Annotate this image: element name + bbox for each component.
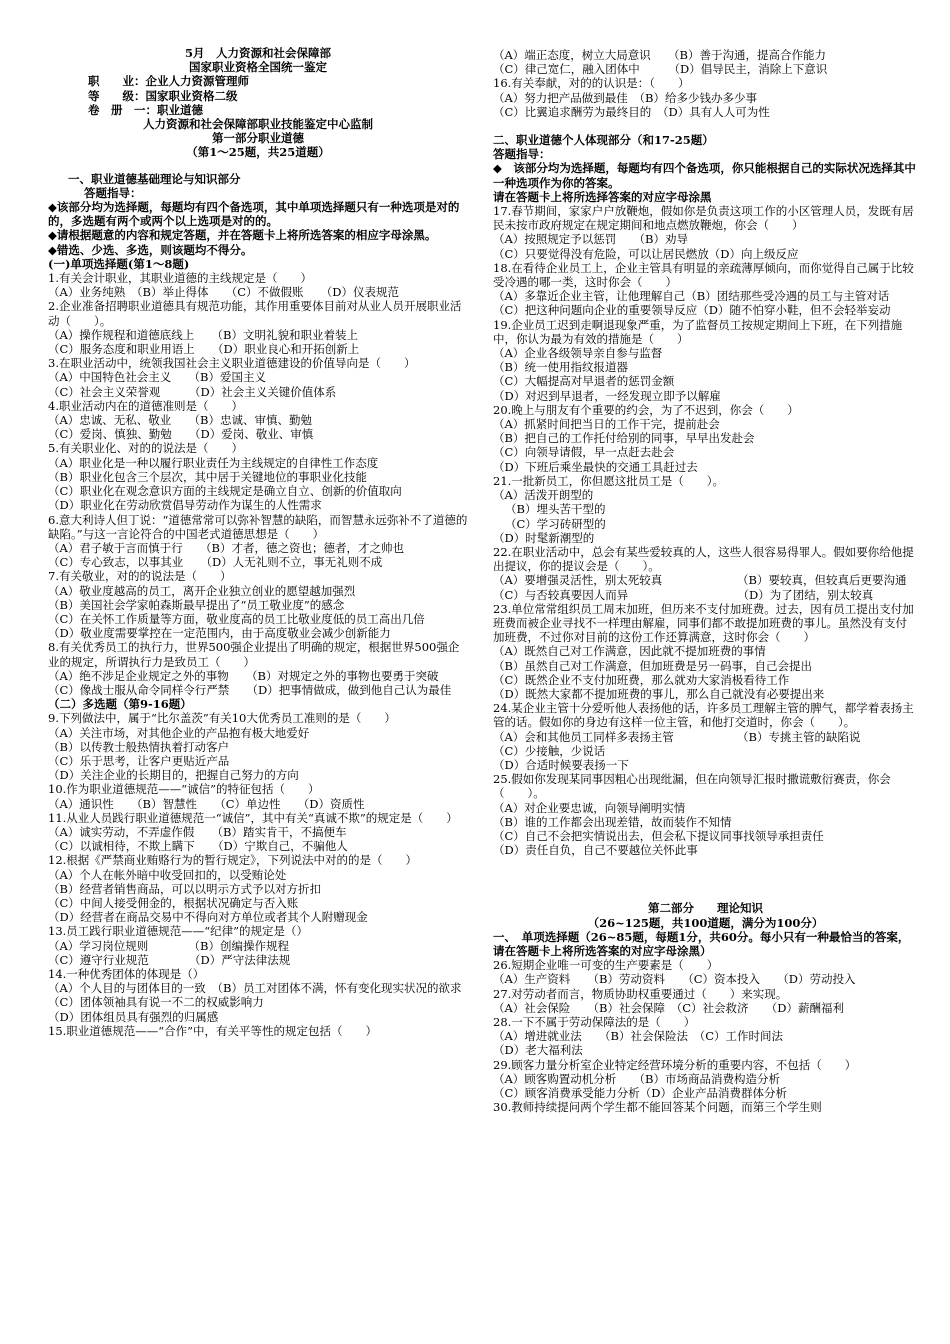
text-line: （A）活泼开朗型的 <box>493 488 594 503</box>
text-line: 30.教师持续提问两个学生都不能回答某个问题，而第三个学生则 <box>493 1100 822 1115</box>
text-line: 13.员工践行职业道德规范——“纪律”的规定是（） <box>48 924 309 939</box>
text-line: 26.短期企业唯一可变的生产要素是（ ） <box>493 958 719 973</box>
left-body <box>48 172 468 1038</box>
text-line: （D）敬业度需要掌控在一定范围内，由于高度敬业会减少创新能力 <box>48 626 391 641</box>
header-line: 人力资源和社会保障部职业技能鉴定中心监制 <box>143 117 373 132</box>
text-line: 21.一批新员工，你但愿这批员工是（ ）。 <box>493 473 725 488</box>
text-line: 24.某企业主管十分爱听他人表扬他的话，许多员工理解主管的脾气，都学着表扬主管的话。假如你的身边有这样一位主管，和他打交道时，你会（ ）。 <box>493 701 914 730</box>
text-line: 18.在看待企业员工上，企业主管具有明显的亲疏薄厚倾向，而你觉得自己属于比较受冷遇的哪一类，这时你会（ ） <box>493 260 914 290</box>
text-line: （D）既然大家都不提加班费的事儿，那么自己就没有必要提出来 <box>493 686 825 701</box>
text-line: （D）职业化在劳动欣赏倡导劳动作为谋生的人性需求 <box>48 498 322 513</box>
text-line: （A）按照规定予以惩罚 （B）劝导 <box>493 232 689 247</box>
text-line: （二）多选题（第9-16题） <box>48 697 192 712</box>
text-line: 23.单位常常组织员工周末加班，但历来不支付加班费。过去，因有员工提出支付加班费而被企业寻找不一样理由解雇，同事们都不敢提加班费的事儿。虽然没有支付加班费，不过你对目前的这份工作还算满意，这时你会（ ） <box>493 601 914 645</box>
text-line: 27.对劳动者而言，物质协助权重要通过（ ）来实现。 <box>493 986 788 1001</box>
text-line: （C）向领导请假，早一点赶去赴会 <box>493 445 675 460</box>
text-line: 11.从业人员践行职业道德规范一“诚信”，其中有关“真诚不欺”的规定是（ ） <box>48 810 458 825</box>
text-line: 8.有关优秀员工的执行力，世界500强企业提出了明确的规定，根据世界500强企业的规定，所谓执行力是致员工（ ） <box>48 640 460 669</box>
text-line: （C）只要觉得没有危险，可以让居民燃放（D）向上级反应 <box>493 246 799 261</box>
text-line: ◆该部分均为选择题，每题均有四个备选项，其中单项选择题只有一种选项是对的的，多选题有两个或两个以上选项是对的的。 <box>48 200 460 229</box>
text-line: 22.在职业活动中，总会有某些爱较真的人，这些人很容易得罪人。假如要你给他提出提议，你的提议会是（ ）。 <box>493 544 914 574</box>
text-line: （C）社会主义荣誉观 （D）社会主义关键价值体系 <box>48 384 337 399</box>
text-line: （D）下班后乘坐最快的交通工具赶过去 <box>493 459 698 474</box>
text-line: （B）虽然自己对工作满意，但加班费是另一码事，自己会提出 <box>493 658 812 673</box>
text-line: 请在答题卡上将所选择答案的对应字母涂黑 <box>493 189 712 204</box>
text-line: 答题指导： <box>84 185 142 200</box>
text-line: ◆ 该部分均为选择题，每题均有四个备选项，你只能根据自己的实际状况选择其中一种选项作为你的答案。 <box>493 161 916 190</box>
part2 <box>493 901 918 1114</box>
text-line: （D）对迟到早退者，一经发现立即予以解雇 <box>493 388 721 403</box>
text-line: （C）乐于思考，让客户更贴近产品 <box>48 753 230 768</box>
text-line: （B）谁的工作都会出现差错，故而装作不知情 <box>493 814 732 829</box>
text-line: （B）美国社会学家帕森斯最早提出了“员工敬业度”的感念 <box>48 597 345 612</box>
text-line: （C）像战士服从命令同样令行严禁 （D）把事情做成，做到他自己认为最佳 <box>48 682 452 697</box>
text-line: 6.意大利诗人但丁说：“道德常常可以弥补智慧的缺陷，而智慧永远弥补不了道德的缺陷。”与这一言论符合的中国老式道德思想是（ ） <box>48 512 468 541</box>
text-line: （B）经营者销售商品，可以以明示方式予以对方折扣 <box>48 881 321 896</box>
text-line: ◆请根据题意的内容和规定答题，并在答题卡上将所选答案的相应字母涂黑。 <box>48 228 437 243</box>
text-line: （A）生产资料 （B）劳动资料 （C）资本投入 （D）劳动投入 <box>493 972 856 987</box>
text-line: 14.一种优秀团体的体现是（） <box>48 967 205 981</box>
text-line: 12.根据《严禁商业贿赂行为的暂行规定》，下列说法中对的的是（ ） <box>48 853 418 868</box>
text-line: （C）既然企业不支付加班费，那么就劝大家消极看待工作 <box>493 672 790 687</box>
right-body <box>493 48 918 857</box>
part2-subtitle: （26~125题，共100道题，满分为100分） <box>587 915 824 930</box>
part2-body <box>493 958 918 1114</box>
text-line: （A）端正态度，树立大局意识 （B）善于沟通，提高合作能力 <box>493 48 827 62</box>
text-line: (一)单项选择题(第1～8题) <box>48 256 190 271</box>
text-line: 29.顾客力量分析室企业特定经营环境分析的重要内容，不包括（ ） <box>493 1057 857 1072</box>
text-line: （C）服务态度和职业用语上 （D）职业良心和开拓创新上 <box>48 342 360 357</box>
text-line: （C）以诚相待，不欺上瞒下 （D）宁欺自己，不骗他人 <box>48 839 348 854</box>
header-line: 卷 册 一：职业道德 <box>88 102 203 117</box>
header-line: 国家职业资格全国统一鉴定 <box>189 60 327 75</box>
text-line <box>493 119 918 133</box>
text-line: （A）中国特色社会主义 （B）爱国主义 <box>48 370 267 385</box>
header-line: （第1～25题，共25道题） <box>186 145 330 160</box>
text-line: （C）顾客消费承受能力分析（D）企业产品消费群体分析 <box>493 1086 788 1101</box>
text-line: （B）职业化包含三个层次，其中居于关键地位的事职业化技能 <box>48 469 367 484</box>
text-line: 1.有关会计职业，其职业道德的主线规定是（ ） <box>48 271 312 286</box>
text-line: （C）大幅提高对早退者的惩罚金额 <box>493 374 675 389</box>
text-line: （A）业务纯熟 （B）举止得体 （C）不做假账 （D）仪表规范 <box>48 285 400 300</box>
text-line: 4.职业活动内在的道德准则是（ ） <box>48 398 243 413</box>
text-line: （C）与否较真要因人而异 （D）为了团结，别太较真 <box>493 587 874 602</box>
text-line: （A）要增强灵活性，别太死较真 （B）要较真，但较真后更要沟通 <box>493 573 907 588</box>
text-line: （A）绝不涉足企业规定之外的事物 （B）对规定之外的事物也要勇于突破 <box>48 668 439 683</box>
text-line: 10.作为职业道德规范——“诚信”的特征包括（ ） <box>48 782 320 797</box>
header-line: 等 级：国家职业资格二级 <box>88 88 238 103</box>
text-line: （C）自己不会把实情说出去，但会私下提议同事找领导承担责任 <box>493 828 824 843</box>
text-line: （A）对企业要忠诚，向领导阐明实情 <box>493 800 686 815</box>
text-line: （A）多靠近企业主管，让他理解自己（B）团结那些受冷遇的员工与主管对话 <box>493 289 890 304</box>
text-line: （C）遵守行业规范 （D）严守法律法规 <box>48 952 291 967</box>
text-line: （B）埋头苦干型的 <box>505 502 606 517</box>
text-line: （A）通识性 （B）智慧性 （C）单边性 （D）资质性 <box>48 796 365 811</box>
text-line: 一、职业道德基础理论与知识部分 <box>68 171 241 186</box>
text-line: 19.企业员工迟到走啊退现象严重，为了监督员工按规定期间上下班，在下列措施中，你认为最为有效的措施是（ ） <box>493 317 903 346</box>
text-line: （C）中间人接受佣金的，根据状况确定与否入账 <box>48 895 299 910</box>
text-line: （B）统一使用指纹报道器 <box>493 360 628 375</box>
text-line: （B）把自己的工作托付给别的同事，早早出发赴会 <box>493 431 755 446</box>
text-line: （A）个人在帐外暗中收受回扣的，以受贿论处 <box>48 867 287 882</box>
text-line: 25.假如你发现某同事因粗心出现纰漏，但在向领导汇报时撒谎敷衍赛责，你会（ ）。 <box>493 772 891 801</box>
text-line: （C）在关怀工作质量等方面，敬业度高的员工比敬业度低的员工高出几倍 <box>48 611 425 626</box>
text-line: 17.春节期间，家家户户放鞭炮，假如你是负责这项工作的小区管理人员，发既有居民未按市政府规定在规定期间和地点燃放鞭炮，你会（ ） <box>493 204 914 233</box>
text-line: （D）团体组员具有强烈的归属感 <box>48 1009 219 1024</box>
text-line: （A）会和其他员工同样多表扬主管 （B）专挑主管的缺陷说 <box>493 729 861 744</box>
text-line: 15.职业道德规范——“合作”中，有关平等性的规定包括（ ） <box>48 1023 378 1038</box>
text-line: （D）时髦新潮型的 <box>493 530 595 545</box>
text-line: 答题指导： <box>493 147 551 162</box>
text-line: （A）抓紧时间把当日的工作干完，提前赴会 <box>493 417 720 432</box>
text-line: （A）关注市场，对其他企业的产品抱有极大地爱好 <box>48 725 310 740</box>
text-line: （D）合适时候要表扬一下 <box>493 757 629 772</box>
text-line: 9.下列做法中，属于“比尔盖茨”有关10大优秀员工准则的是（ ） <box>48 711 396 726</box>
part2-title: 第二部分 理论知识 <box>648 901 763 916</box>
text-line: （D）关注企业的长期目的，把握自己努力的方向 <box>48 768 299 783</box>
text-line: （C）专心致志，以事其业 （D）人无礼则不立，事无礼则不成 <box>48 555 383 570</box>
text-line: （C）学习砖研型的 <box>505 516 606 531</box>
text-line: 2.企业准备招聘职业道德具有规范功能，其作用重要体目前对从业人员开展职业活动（ ）。 <box>48 299 462 328</box>
text-line: （A）社会保险 （B）社会保障 （C）社会救济 （D）薪酬福利 <box>493 1000 845 1015</box>
header-line: 第一部分职业道德 <box>212 131 304 146</box>
text-line: （A）诚实劳动，不弄虚作假 （B）踏实肯干，不搞便车 <box>48 824 347 839</box>
text-line: （A）职业化是一种以履行职业责任为主线规定的自律性工作态度 <box>48 455 379 470</box>
left-column <box>48 46 468 1038</box>
right-column <box>493 48 918 1114</box>
text-line: （C）爱岗、慎独、勤勉 （D）爱岗、敬业、审慎 <box>48 427 314 442</box>
text-line: （A）既然自己对工作满意，因此就不提加班费的事情 <box>493 644 766 659</box>
text-line: （D）经营者在商品交易中不得向对方单位或者其个人附赠现金 <box>48 910 368 925</box>
text-line: 3.在职业活动中，统领我国社会主义职业道德建设的价值导向是（ ） <box>48 356 416 371</box>
text-line: 7.有关敬业，对的的说法是（ ） <box>48 569 232 584</box>
text-line: （A）君子敏于言而慎于行 （B）才者，德之资也；德者，才之帅也 <box>48 540 405 555</box>
text-line: （A）企业各级领导亲自参与监督 <box>493 346 663 361</box>
text-line: （C）把这种问题向企业的重要领导反应（D）随不怕穿小鞋，但不会轻举妄动 <box>493 303 891 318</box>
text-line: 二、职业道德个人体现部分（和17-25题） <box>493 133 714 148</box>
text-line: （D）老大福利法 <box>493 1043 583 1058</box>
text-line: ◆错选、少选、多选，则该题均不得分。 <box>48 242 253 257</box>
text-line: 20.晚上与朋友有个重要的约会，为了不迟到，你会（ ） <box>493 402 799 417</box>
text-line: （D）责任自负，自己不要越位关怀此事 <box>493 843 698 858</box>
text-line: 16.有关奉献，对的的认识是：（ ） <box>493 76 690 91</box>
header-line: 5月 人力资源和社会保障部 <box>184 46 331 60</box>
exam-header <box>48 46 468 160</box>
text-line: （A）学习岗位规则 （B）创编操作规程 <box>48 938 290 953</box>
text-line: （C）少接触，少说话 <box>493 743 606 758</box>
text-line: （A）操作规程和道德底线上 （B）文明礼貌和职业着装上 <box>48 327 359 342</box>
part2-section: 一、 单项选择题（26~85题，每题1分，共60分。每小只有一种最恰当的答案，请在答题卡上将所选答案的对应字母涂黑） <box>493 929 910 958</box>
header-line: 职 业：企业人力资源管理师 <box>88 74 249 89</box>
text-line: 28.一下不属于劳动保障法的是（ ） <box>493 1015 696 1029</box>
text-line: （A）敬业度越高的员工，离开企业独立创业的愿望越加强烈 <box>48 583 356 598</box>
text-line: （B）以传教士般热情执着打动客户 <box>48 739 229 754</box>
text-line: 5.有关职业化、对的的说法是（ ） <box>48 441 243 456</box>
text-line: （A）增进就业法 （B）社会保险法 （C）工作时间法 <box>493 1029 784 1044</box>
text-line: （A）努力把产品做到最佳 （B）给多少钱办多少事 <box>493 90 758 105</box>
text-line: （A）忠诚、无私、敬业 （B）忠诚、审慎、勤勉 <box>48 413 313 428</box>
text-line: （C）职业化在观念意识方面的主线规定是确立自立、创新的价值取向 <box>48 484 402 499</box>
text-line: （A）个人目的与团体目的一致 （B）员工对团体不满，怀有变化现实状况的欲求（C）团体领袖具有说一不二的权威影响力 <box>48 981 462 1010</box>
text-line: （C）比翼追求酬劳为最终目的 （D）具有人人可为性 <box>493 104 770 119</box>
text-line: （A）顾客购置动机分析 （B）市场商品消费构造分析 <box>493 1071 781 1086</box>
text-line: （C）律己宽仁，融入团体中 （D）倡导民主，消除上下意识 <box>493 62 828 77</box>
